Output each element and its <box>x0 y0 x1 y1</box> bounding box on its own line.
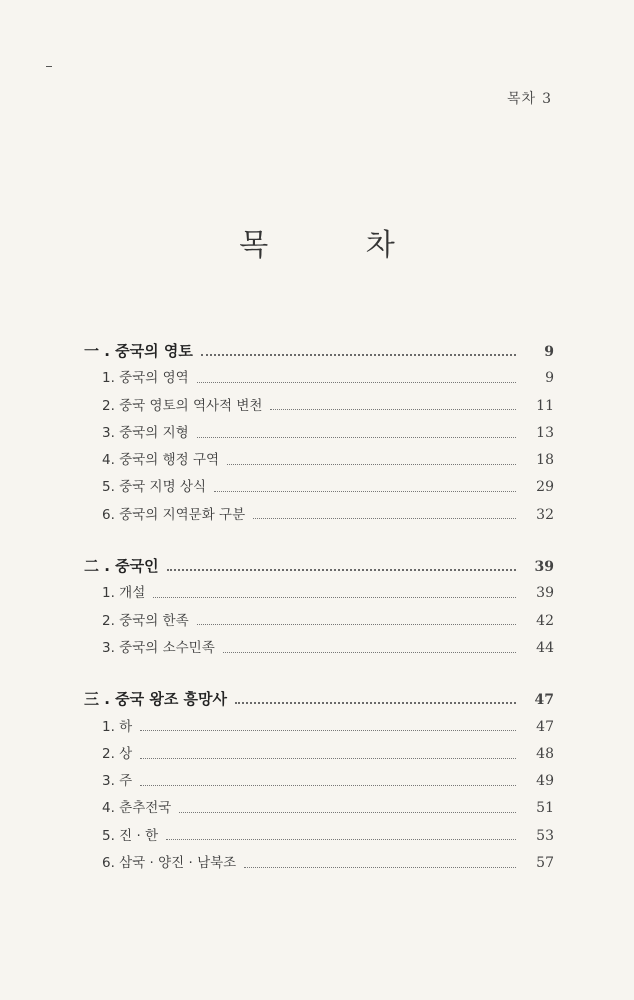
entry-page-number: 18 <box>536 452 554 469</box>
chapter-page-number: 9 <box>544 344 554 360</box>
chapter-page-number: 47 <box>534 692 554 709</box>
leader-dots <box>253 517 516 519</box>
entry-title: 1. 중국의 영역 <box>102 370 189 387</box>
entry-title: 4. 중국의 행정 구역 <box>102 452 220 469</box>
toc-entry[interactable] <box>84 447 554 474</box>
entry-page-number: 51 <box>536 800 554 817</box>
leader-dots <box>140 757 516 759</box>
toc-chapter-heading[interactable] <box>84 553 554 580</box>
entry-title: 2. 중국의 한족 <box>102 612 189 629</box>
toc-entry[interactable] <box>84 420 554 447</box>
toc-entry[interactable] <box>84 823 554 850</box>
running-header <box>507 88 552 108</box>
toc-entry[interactable] <box>84 474 554 501</box>
entry-title: 3. 중국의 지형 <box>102 424 189 441</box>
entry-title: 3. 주 <box>102 773 133 790</box>
leader-dots <box>179 811 516 813</box>
toc-entry[interactable] <box>84 365 554 392</box>
entry-title: 1. 하 <box>102 718 133 735</box>
leader-dots <box>140 784 516 786</box>
entry-title: 6. 삼국 · 양진 · 남북조 <box>102 855 237 872</box>
entry-page-number: 42 <box>536 612 554 629</box>
toc-entry[interactable] <box>84 850 554 877</box>
chapter-title: 一 . 중국의 영토 <box>84 342 193 360</box>
leader-dots <box>197 381 516 383</box>
toc-entry[interactable] <box>84 741 554 768</box>
entry-page-number: 44 <box>536 639 554 656</box>
leader-dots <box>223 651 516 653</box>
leader-dots <box>201 353 516 356</box>
chapter-title: 三 . 중국 왕조 흥망사 <box>84 690 228 709</box>
entry-title: 3. 중국의 소수민족 <box>102 639 215 656</box>
entry-page-number: 47 <box>536 718 554 735</box>
toc-entry[interactable] <box>84 608 554 635</box>
entry-page-number: 48 <box>536 745 554 762</box>
toc-entry[interactable] <box>84 393 554 420</box>
page-mark <box>46 66 52 67</box>
chapter-title: 二 . 중국인 <box>84 557 159 576</box>
toc-chapter-heading[interactable] <box>84 338 554 365</box>
toc-section-1 <box>84 338 554 529</box>
entry-page-number: 13 <box>536 424 554 441</box>
header-label: 목차 <box>507 91 537 107</box>
leader-dots <box>270 408 516 410</box>
table-of-contents <box>84 338 554 901</box>
entry-title: 4. 춘추전국 <box>102 800 172 817</box>
leader-dots <box>153 596 516 598</box>
entry-page-number: 57 <box>536 855 554 872</box>
leader-dots <box>167 568 516 571</box>
entry-page-number: 39 <box>536 585 554 602</box>
entry-title: 2. 중국 영토의 역사적 변천 <box>102 397 263 414</box>
toc-entry[interactable] <box>84 768 554 795</box>
leader-dots <box>227 463 516 465</box>
page-title: 목 차 <box>239 228 439 263</box>
leader-dots <box>214 490 516 492</box>
header-page-number: 3 <box>542 91 552 107</box>
entry-title: 5. 진 · 한 <box>102 827 159 844</box>
leader-dots <box>235 701 516 704</box>
entry-title: 5. 중국 지명 상식 <box>102 479 206 496</box>
leader-dots <box>197 436 516 438</box>
toc-entry[interactable] <box>84 795 554 822</box>
toc-entry[interactable] <box>84 714 554 741</box>
leader-dots <box>244 866 516 868</box>
entry-title: 2. 상 <box>102 745 133 762</box>
chapter-page-number: 39 <box>534 559 554 576</box>
leader-dots <box>166 838 516 840</box>
entry-page-number: 49 <box>536 773 554 790</box>
leader-dots <box>140 729 516 731</box>
toc-section-2 <box>84 553 554 662</box>
toc-section-3 <box>84 686 554 877</box>
entry-page-number: 32 <box>536 506 554 523</box>
entry-title: 1. 개설 <box>102 585 146 602</box>
entry-page-number: 53 <box>536 827 554 844</box>
entry-page-number: 11 <box>536 397 554 414</box>
toc-entry[interactable] <box>84 635 554 662</box>
toc-entry[interactable] <box>84 580 554 607</box>
toc-entry[interactable] <box>84 502 554 529</box>
entry-title: 6. 중국의 지역문화 구분 <box>102 506 246 523</box>
toc-chapter-heading[interactable] <box>84 686 554 713</box>
entry-page-number: 29 <box>536 479 554 496</box>
entry-page-number: 9 <box>545 370 554 387</box>
leader-dots <box>197 623 516 625</box>
